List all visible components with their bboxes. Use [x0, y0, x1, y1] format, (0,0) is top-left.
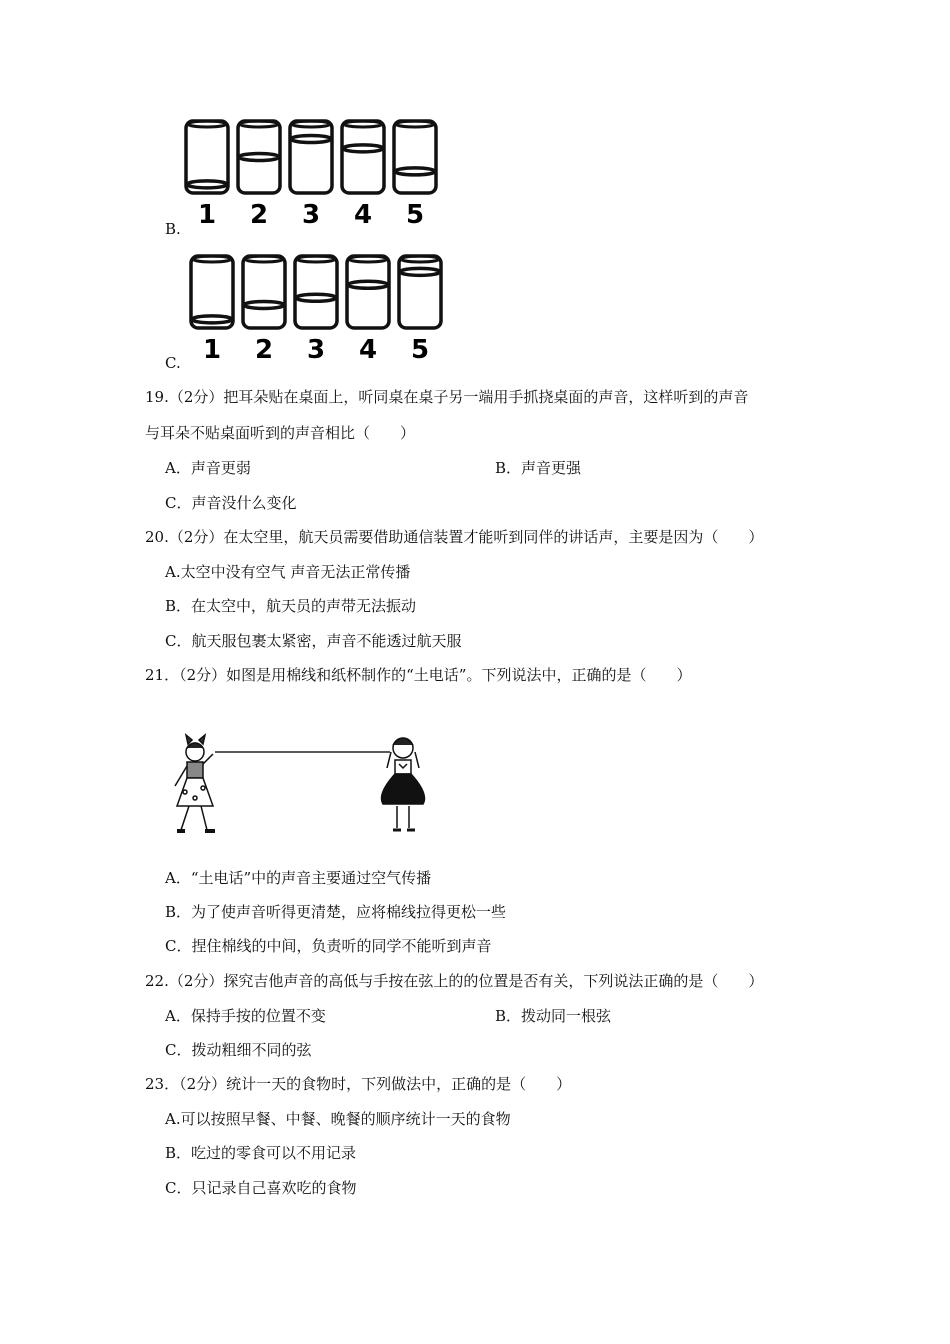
cylinder-number: 4: [353, 200, 373, 230]
q20-option-b[interactable]: B．在太空中，航天员的声带无法振动: [165, 597, 417, 615]
cylinder-1: [186, 121, 228, 193]
question-22: 22.（2分）探究吉他声音的高低与手按在弦上的的位置是否有关，下列说法正确的是（ ）: [145, 972, 764, 990]
q21-option-b[interactable]: B．为了使声音听得更清楚，应将棉线拉得更松一些: [165, 903, 507, 921]
cylinder-number: 4: [358, 335, 378, 365]
q23-option-c[interactable]: C．只记录自己喜欢吃的食物: [165, 1179, 357, 1197]
cylinder-4: [342, 121, 384, 193]
q22-option-c[interactable]: C．拨动粗细不同的弦: [165, 1041, 312, 1059]
q21-option-a[interactable]: A．“土电话”中的声音主要通过空气传播: [165, 869, 432, 887]
option-b-label: B.: [165, 220, 181, 238]
cylinder-1: [191, 256, 233, 328]
cylinder-2: [238, 121, 280, 193]
cylinder-5: [399, 256, 441, 328]
cylinders-figure-c: [185, 250, 455, 365]
cylinders-figure-b: [180, 115, 450, 230]
tin-can-telephone-illustration: [165, 730, 455, 840]
q19-option-b[interactable]: B．声音更强: [495, 459, 582, 477]
q20-option-a[interactable]: A.太空中没有空气 声音无法正常传播: [165, 563, 411, 581]
cylinder-number: 3: [301, 200, 321, 230]
cylinder-number: 5: [405, 200, 425, 230]
cylinder-4: [347, 256, 389, 328]
question-19: 19.（2分）把耳朵贴在桌面上，听同桌在桌子另一端用手抓挠桌面的声音，这样听到的声音: [145, 388, 749, 406]
option-c-label: C.: [165, 354, 181, 372]
cylinder-3: [290, 121, 332, 193]
cylinder-number: 3: [306, 335, 326, 365]
q20-option-c[interactable]: C．航天服包裹太紧密，声音不能透过航天服: [165, 632, 462, 650]
left-girl-figure: [175, 735, 215, 831]
q19-option-a[interactable]: A．声音更弱: [165, 459, 251, 477]
cylinder-number: 2: [254, 335, 274, 365]
cylinder-number: 2: [249, 200, 269, 230]
cylinder-3: [295, 256, 337, 328]
cylinder-number: 1: [202, 335, 222, 365]
q21-option-c[interactable]: C．捏住棉线的中间，负责听的同学不能听到声音: [165, 937, 492, 955]
question-19-cont: 与耳朵不贴桌面听到的声音相比（ ）: [145, 424, 416, 442]
cylinder-number: 5: [410, 335, 430, 365]
question-23: 23．（2分）统计一天的食物时，下列做法中，正确的是（ ）: [145, 1075, 572, 1093]
cylinder-2: [243, 256, 285, 328]
q23-option-b[interactable]: B．吃过的零食可以不用记录: [165, 1144, 357, 1162]
question-20: 20.（2分）在太空里，航天员需要借助通信装置才能听到同伴的讲话声，主要是因为（ ）: [145, 528, 764, 546]
cylinder-5: [394, 121, 436, 193]
cylinder-number: 1: [197, 200, 217, 230]
q19-option-c[interactable]: C．声音没什么变化: [165, 494, 297, 512]
q23-option-a[interactable]: A.可以按照早餐、中餐、晚餐的顺序统计一天的食物: [165, 1110, 511, 1128]
question-21: 21．（2分）如图是用棉线和纸杯制作的“土电话”。下列说法中，正确的是（ ）: [145, 666, 692, 684]
q22-option-b[interactable]: B．拨动同一根弦: [495, 1007, 612, 1025]
q22-option-a[interactable]: A．保持手按的位置不变: [165, 1007, 326, 1025]
